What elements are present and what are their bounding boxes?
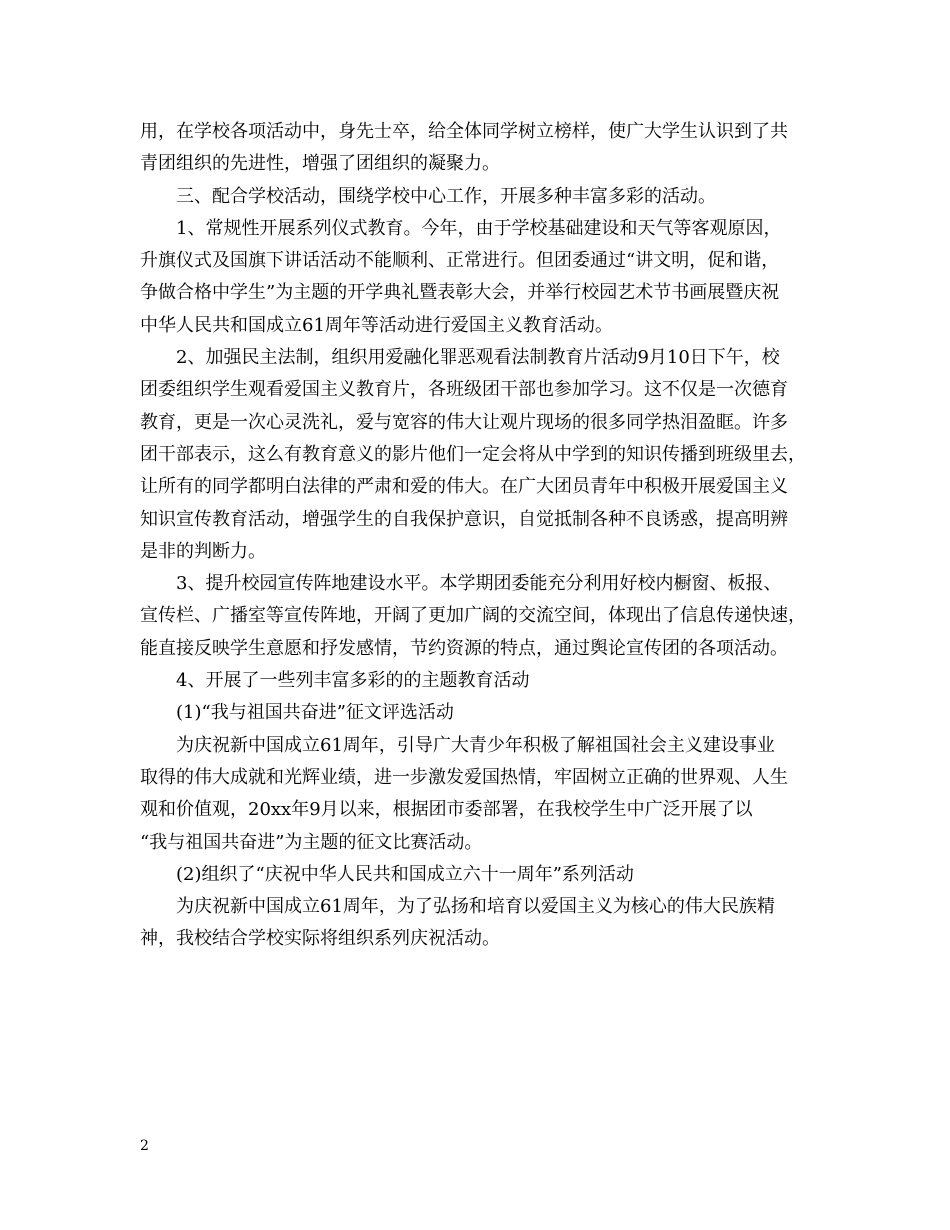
text-line: 青团组织的先进性，增强了团组织的凝聚力。: [140, 153, 500, 175]
text-line: 升旗仪式及国旗下讲话活动不能顺利、正常进行。但团委通过“讲文明，促和谐，: [140, 250, 780, 272]
text-line: 4、开展了一些列丰富多彩的的主题教育活动: [176, 670, 530, 692]
page-number: 2: [140, 1138, 149, 1154]
text-line: 宣传栏、广播室等宣传阵地，开阔了更加广阔的交流空间，体现出了信息传递快速，: [140, 605, 806, 627]
text-line: 能直接反映学生意愿和抒发感情，节约资源的特点，通过舆论宣传团的各项活动。: [140, 637, 788, 659]
text-line: 让所有的同学都明白法律的严肃和爱的伟大。在广大团员青年中积极开展爱国主义: [140, 476, 788, 498]
text-line: 取得的伟大成就和光辉业绩，进一步激发爱国热情，牢固树立正确的世界观、人生: [140, 766, 788, 788]
text-line: “我与祖国共奋进”为主题的征文比赛活动。: [140, 831, 483, 853]
text-line: 团干部表示，这么有教育意义的影片他们一定会将从中学到的知识传播到班级里去，: [140, 443, 806, 465]
section-heading: 三、配合学校活动，围绕学校中心工作，开展多种丰富多彩的活动。: [176, 185, 716, 207]
text-line: 观和价值观，20xx年9月以来，根据团市委部署，在我校学生中广泛开展了以: [140, 799, 753, 821]
body-text: [140, 116, 820, 956]
text-line: 争做合格中学生”为主题的开学典礼暨表彰大会，并举行校园艺术节书画展暨庆祝: [140, 282, 780, 304]
text-line: 是非的判断力。: [140, 540, 266, 562]
text-line: 为庆祝新中国成立61周年，引导广大青少年积极了解祖国社会主义建设事业: [176, 734, 775, 756]
text-line: 中华人民共和国成立61周年等活动进行爱国主义教育活动。: [140, 314, 613, 336]
text-line: (2)组织了“庆祝中华人民共和国成立六十一周年”系列活动: [176, 863, 634, 885]
text-line: (1)“我与祖国共奋进”征文评选活动: [176, 702, 454, 724]
text-line: 为庆祝新中国成立61周年，为了弘扬和培育以爱国主义为核心的伟大民族精: [176, 896, 775, 918]
text-line: 2、加强民主法制，组织用爱融化罪恶观看法制教育片活动9月10日下午，校: [176, 347, 780, 369]
text-line: 知识宣传教育活动，增强学生的自我保护意识，自觉抵制各种不良诱惑，提高明辨: [140, 508, 788, 530]
text-line: 团委组织学生观看爱国主义教育片，各班级团干部也参加学习。这不仅是一次德育: [140, 379, 788, 401]
text-line: 1、常规性开展系列仪式教育。今年，由于学校基础建设和天气等客观原因，: [176, 217, 782, 239]
text-line: 教育，更是一次心灵洗礼，爱与宽容的伟大让观片现场的很多同学热泪盈眶。许多: [140, 411, 788, 433]
text-line: 3、提升校园宣传阵地建设水平。本学期团委能充分利用好校内橱窗、板报、: [176, 573, 782, 595]
text-line: 神，我校结合学校实际将组织系列庆祝活动。: [140, 928, 500, 950]
text-line: 用，在学校各项活动中，身先士卒，给全体同学树立榜样，使广大学生认识到了共: [140, 121, 788, 142]
